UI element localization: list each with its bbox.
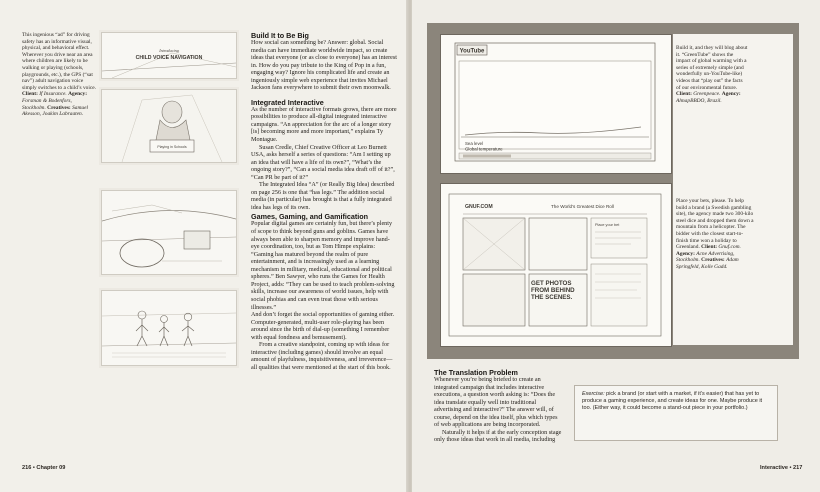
dice-caption-text: Place your bets, please. To help build a brand (a Swedish gambling site), the agency made two 300-kilo steel dice and dropped them down a mountain from a helicopter. The bidder with the closest start-to-finish time won a holiday to Greenland. <box>676 198 754 251</box>
integrated-heading: Integrated Interactive <box>251 97 324 107</box>
bet-label: Place your bet <box>595 223 620 227</box>
left-main-column <box>251 31 397 372</box>
creatives-label: Creatives: <box>47 104 71 111</box>
build-it-heading: Build It to Be Big <box>251 31 309 40</box>
youtube-client: Greenpeace. <box>693 91 721 98</box>
agency-name: Forsman & Bodenfors, Stockholm. <box>22 97 72 111</box>
build-it-body: How social can something be? Answer: global. Social media can have immediate worldwide impact, so create ideas that everyone (or as close to everyone) has an interest in. How do you pay tribute to the King of Pop in a fun, engaging way? Ignore his complicated life and create an ingeniously simple web experience that invites Michael Jackson fans everywhere to submit their own moonwalk. <box>251 40 397 92</box>
navigation-caption-text: This ingenious “ad” for driving safety has an informative visual, physical, and behavioral effect. Wherever you drive near an area where children are likely to be walking or playing (schools, playgrounds, etc.), the GPS (“sat nav”) adult navigation voice simply switches to a child’s voice. <box>22 32 96 91</box>
sketch-sign-text: Playing in Schools <box>157 145 187 149</box>
youtube-agency: AlmapBBDO, Brazil. <box>676 97 722 104</box>
left-folio: 216 • Chapter 09 <box>22 465 66 471</box>
client-name: If Insurance. <box>39 91 67 98</box>
dice-client: Gnuf.com. <box>718 244 741 251</box>
dice-title: The World’s Greatest Dice Roll <box>551 204 614 209</box>
storyboard-frame-title <box>101 32 237 79</box>
right-folio: Interactive • 217 <box>760 465 803 471</box>
navigation-caption <box>22 32 96 118</box>
storyboard-frame-crossing <box>101 290 237 366</box>
translation-column <box>434 368 562 445</box>
dice-creatives-label: Creatives: <box>701 257 725 264</box>
temperature-label: Global temperature <box>465 146 503 152</box>
dice-agency-label: Agency: <box>676 250 695 257</box>
agency-label: Agency: <box>68 91 88 98</box>
dice-site-name: GNUF.COM <box>465 204 493 210</box>
sea-level-label: Sea level <box>465 141 484 146</box>
integrated-paragraph-2: Susan Credle, Chief Creative Officer at Leo Burnett USA, asks herself a series of questions: “Am I setting up an idea that will have a life of its own?”, “What’s the ongoing story?”, “Can a social media idea draft off of it?”, “Can PR be part of it?” <box>251 144 395 181</box>
dice-client-label: Client: <box>701 244 718 251</box>
youtube-caption-text: Build it, and they will blog about it. “GreenTube” shows the impact of global warming with a series of extremely simple (and wonderfully un-YouTube-like) videos that “play out” the facts of our environmental future. <box>676 45 748 91</box>
translation-paragraph-1: Whenever you’re being briefed to create an integrated campaign that includes interactive executions, a question worth asking is: “Does the idea translate equally well into traditional advertising and interactive?” The answer will, of course, depend on the idea itself, plus which types of web applications are being incorporated. <box>434 377 558 429</box>
integrated-paragraph-1: As the number of interactive formats grows, there are more possibilities to produce all-digital integrated interactive campaigns. “An appreciation for the arc of a longer story [is] becoming more and more important,” explains Ty Montague. <box>251 106 397 144</box>
exercise-label: Exercise: <box>582 391 605 397</box>
translation-heading: The Translation Problem <box>434 368 518 377</box>
exercise-text: pick a brand (or start with a market, if it’s easier) that has yet to produce a gaming experience, and create ideas for one. Maybe produce it too. (Either way, it could become a stand-out piece in your portfolio.) <box>582 391 763 412</box>
sketch-intro-text: Introducing <box>159 48 179 53</box>
integrated-paragraph-3: The Integrated Idea “A” (or Really Big Idea) described on page 256 is one that “has legs.” The addition social media (in particular) has brought is that a fully integrated idea has legs of its own. <box>251 182 395 211</box>
dice-roll-sketch <box>440 183 672 347</box>
youtube-client-label: Client: <box>676 91 692 98</box>
youtube-logo: YouTube <box>459 48 485 55</box>
games-paragraph-2: And don’t forget the social opportunities of gaming either. Computer-generated, multi-user role-playing has been around since the birth of dial-up (something I remember with equal fondness and bemusement). <box>251 312 395 341</box>
dice-agency: Acne Advertising, Stockholm. <box>676 250 735 264</box>
dice-creatives: Adam Springfeld, Kolle Gadd. <box>676 257 739 270</box>
games-paragraph-1: Popular digital games are certainly fun, but there’s plenty of scope to think beyond guns and goblins. Games have always been able to sharpen memory and improve hand-eye coordination, too, but as Tom Himpe explains: “Gaming has matured beyond the realm of pure entertainment, and is increasingly used as a learning mechanism in military, medical, educational and political spheres.” Ben Sawyer, who runs the Games for Health Project, adds: “They can be used to teach problem-solving skills, increase our awareness of world issues, help with social phobias and can even treat those with serious illnesses.” <box>251 221 395 311</box>
dice-caption <box>676 198 754 271</box>
dice-promo-text: GET PHOTOS FROM BEHIND THE SCENES. <box>531 280 575 301</box>
sketch-title-text: CHILD VOICE NAVIGATION <box>135 55 203 61</box>
client-label: Client: <box>22 91 38 98</box>
exercise-box <box>574 385 778 441</box>
youtube-sketch <box>440 34 672 174</box>
games-paragraph-3: From a creative standpoint, coming up with ideas for interactive (including games) should involve an equal amount of playfulness, inquisitiveness, and irreverence—all qualities that were mentioned at the start of this book. <box>251 342 393 371</box>
youtube-caption <box>676 45 748 104</box>
translation-paragraph-2: Naturally it helps if at the early conception stage only those ideas that work in all media, including <box>434 429 562 444</box>
storyboard-frame-dashboard <box>101 190 237 275</box>
storyboard-frame-child <box>101 89 237 163</box>
youtube-agency-label: Agency: <box>721 91 741 98</box>
games-heading: Games, Gaming, and Gamification <box>251 212 369 222</box>
creatives-names: Samuel Akesson, Joakim Labraaten. <box>22 104 88 118</box>
